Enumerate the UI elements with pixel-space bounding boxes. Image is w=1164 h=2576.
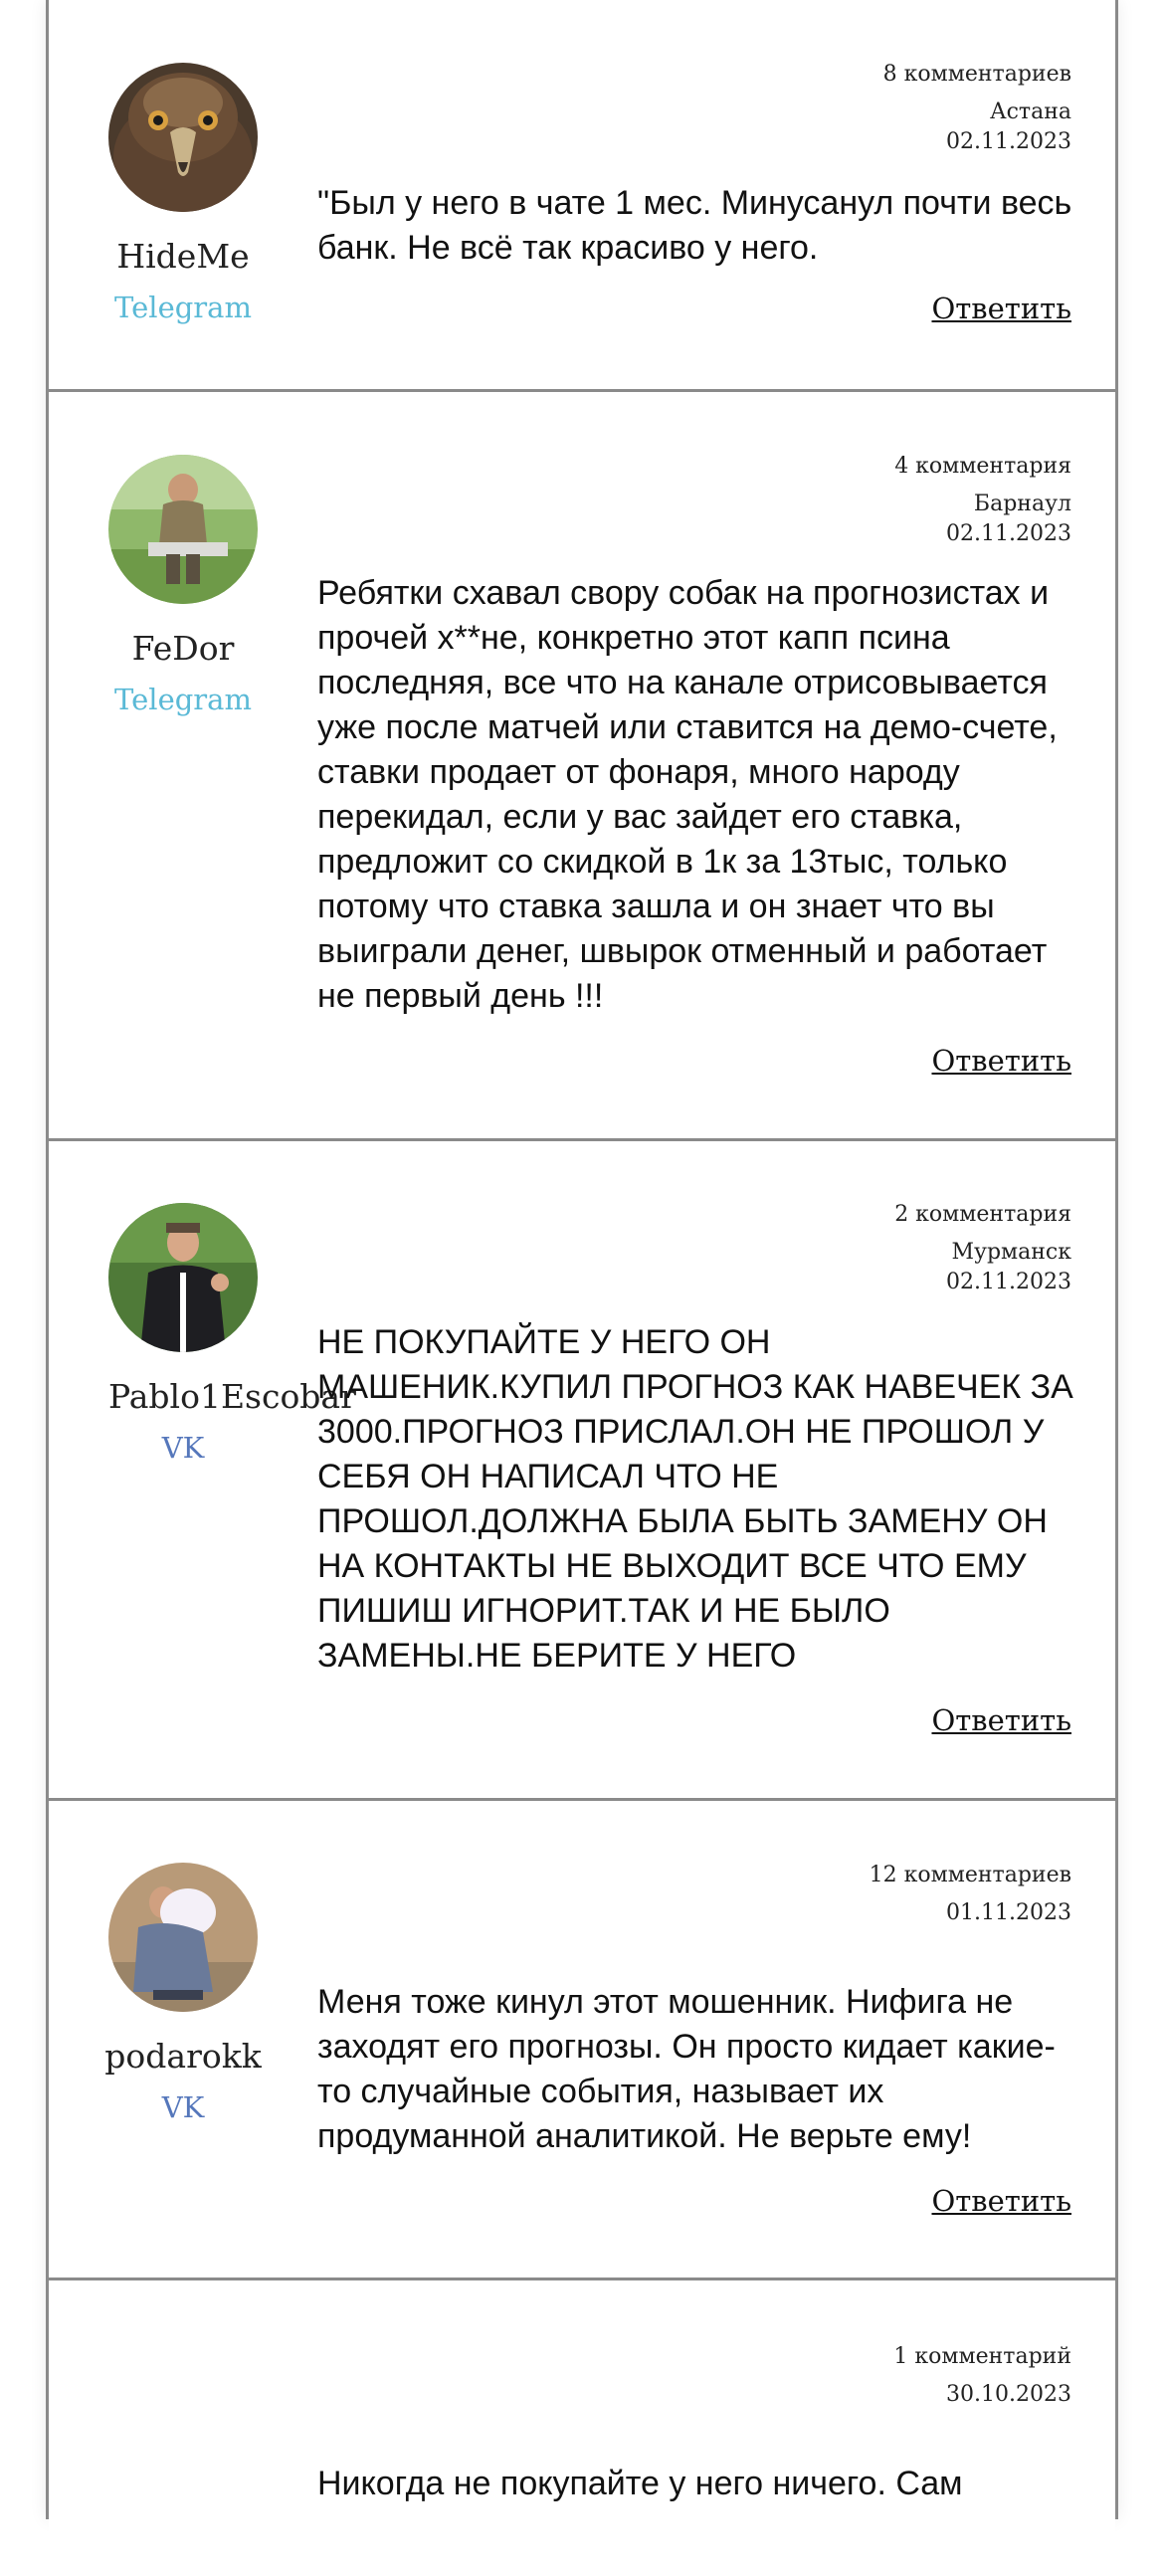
user-avatar[interactable] [108, 455, 258, 604]
username: FeDor [131, 629, 235, 668]
comment-date: 02.11.2023 [946, 521, 1071, 546]
comment-date: 02.11.2023 [946, 129, 1071, 154]
comment-text: Меня тоже кинул этот мошенник. Нифига не заходят его прогнозы. Он просто кидает какие-то случайные события, называет их продуманной аналитикой. Не верьте ему! [317, 1983, 1056, 2155]
username: HideMe [116, 237, 250, 276]
comments-count: 1 комментарий [893, 2344, 1071, 2369]
comments-count: 4 комментария [894, 454, 1071, 479]
comment-text: Никогда не покупайте у него ничего. Сам [317, 2465, 963, 2502]
city: Мурманск [951, 1240, 1071, 1265]
comment-date: 30.10.2023 [946, 2382, 1071, 2407]
balloon-avatar-icon [108, 1863, 258, 2012]
comments-count: 2 комментария [894, 1202, 1071, 1227]
comment-meta [894, 1200, 1071, 1297]
user-avatar[interactable] [108, 1863, 258, 2012]
user-avatar[interactable] [108, 1203, 258, 1352]
comment-meta [893, 2342, 1071, 2410]
source-link[interactable]: VK [161, 1431, 205, 1465]
reply-link[interactable]: Ответить [931, 1044, 1071, 1078]
city: Астана [989, 99, 1071, 124]
fisherman-avatar-icon [108, 455, 258, 604]
comment-text: Ребятки схавал свору собак на прогнозистах и прочей х**не, конкретно этот капп псина последняя, все что на канале отрисовывается уже после матчей или ставится на демо-счете, ставки продает от фонаря, много народу перекидал, если у вас зайдет его ставка, предложит со скидкой в 1к за 13тыс, только потому что ставка зашла и он знает что вы выиграли денег, швырок отменный и работает не первый день !!! [317, 574, 1058, 1015]
comment-card [49, 1798, 1115, 2282]
user-avatar[interactable] [108, 63, 258, 212]
comment-card [49, 0, 1115, 392]
reply-link[interactable]: Ответить [931, 1703, 1071, 1737]
source-link[interactable]: Telegram [114, 291, 252, 324]
city: Барнаул [973, 492, 1071, 516]
comments-count: 12 комментариев [869, 1863, 1071, 1887]
comment-date: 01.11.2023 [946, 1900, 1071, 1925]
eagle-avatar-icon [108, 63, 258, 212]
username: podarokk [104, 2037, 262, 2076]
comments-count: 8 комментариев [882, 62, 1071, 87]
source-link[interactable]: Telegram [114, 683, 252, 716]
comment-meta [894, 452, 1071, 549]
comment-card [49, 389, 1115, 1143]
source-link[interactable]: VK [161, 2090, 205, 2124]
comment-text: НЕ ПОКУПАЙТЕ У НЕГО ОН МАШЕНИК.КУПИЛ ПРОГНОЗ КАК НАВЕЧЕК ЗА 3000.ПРОГНОЗ ПРИСЛАЛ.ОН НЕ ПРОШОЛ У СЕБЯ ОН НАПИСАЛ ЧТО НЕ ПРОШОЛ.ДОЛЖНА БЫЛА БЫТЬ ЗАМЕНУ ОН НА КОНТАКТЫ НЕ ВЫХОДИТ ВСЕ ЧТО ЕМУ ПИШИШ ИГНОРИТ.ТАК И НЕ БЫЛО ЗАМЕНЫ.НЕ БЕРИТЕ У НЕГО [317, 1323, 1073, 1675]
comment-text: "Был у него в чате 1 мес. Минусанул почти весь банк. Не всё так красиво у него. [317, 184, 1072, 267]
comment-card [49, 2278, 1115, 2576]
comment-card [49, 1138, 1115, 1803]
man-avatar-icon [108, 1203, 258, 1352]
username: Pablo1Escobar [108, 1377, 356, 1416]
comment-meta [870, 1861, 1071, 1928]
reply-link[interactable]: Ответить [931, 2184, 1071, 2218]
comment-date: 02.11.2023 [946, 1270, 1071, 1294]
comment-meta [883, 60, 1071, 157]
comments-list [46, 0, 1118, 2519]
reply-link[interactable]: Ответить [931, 292, 1071, 325]
